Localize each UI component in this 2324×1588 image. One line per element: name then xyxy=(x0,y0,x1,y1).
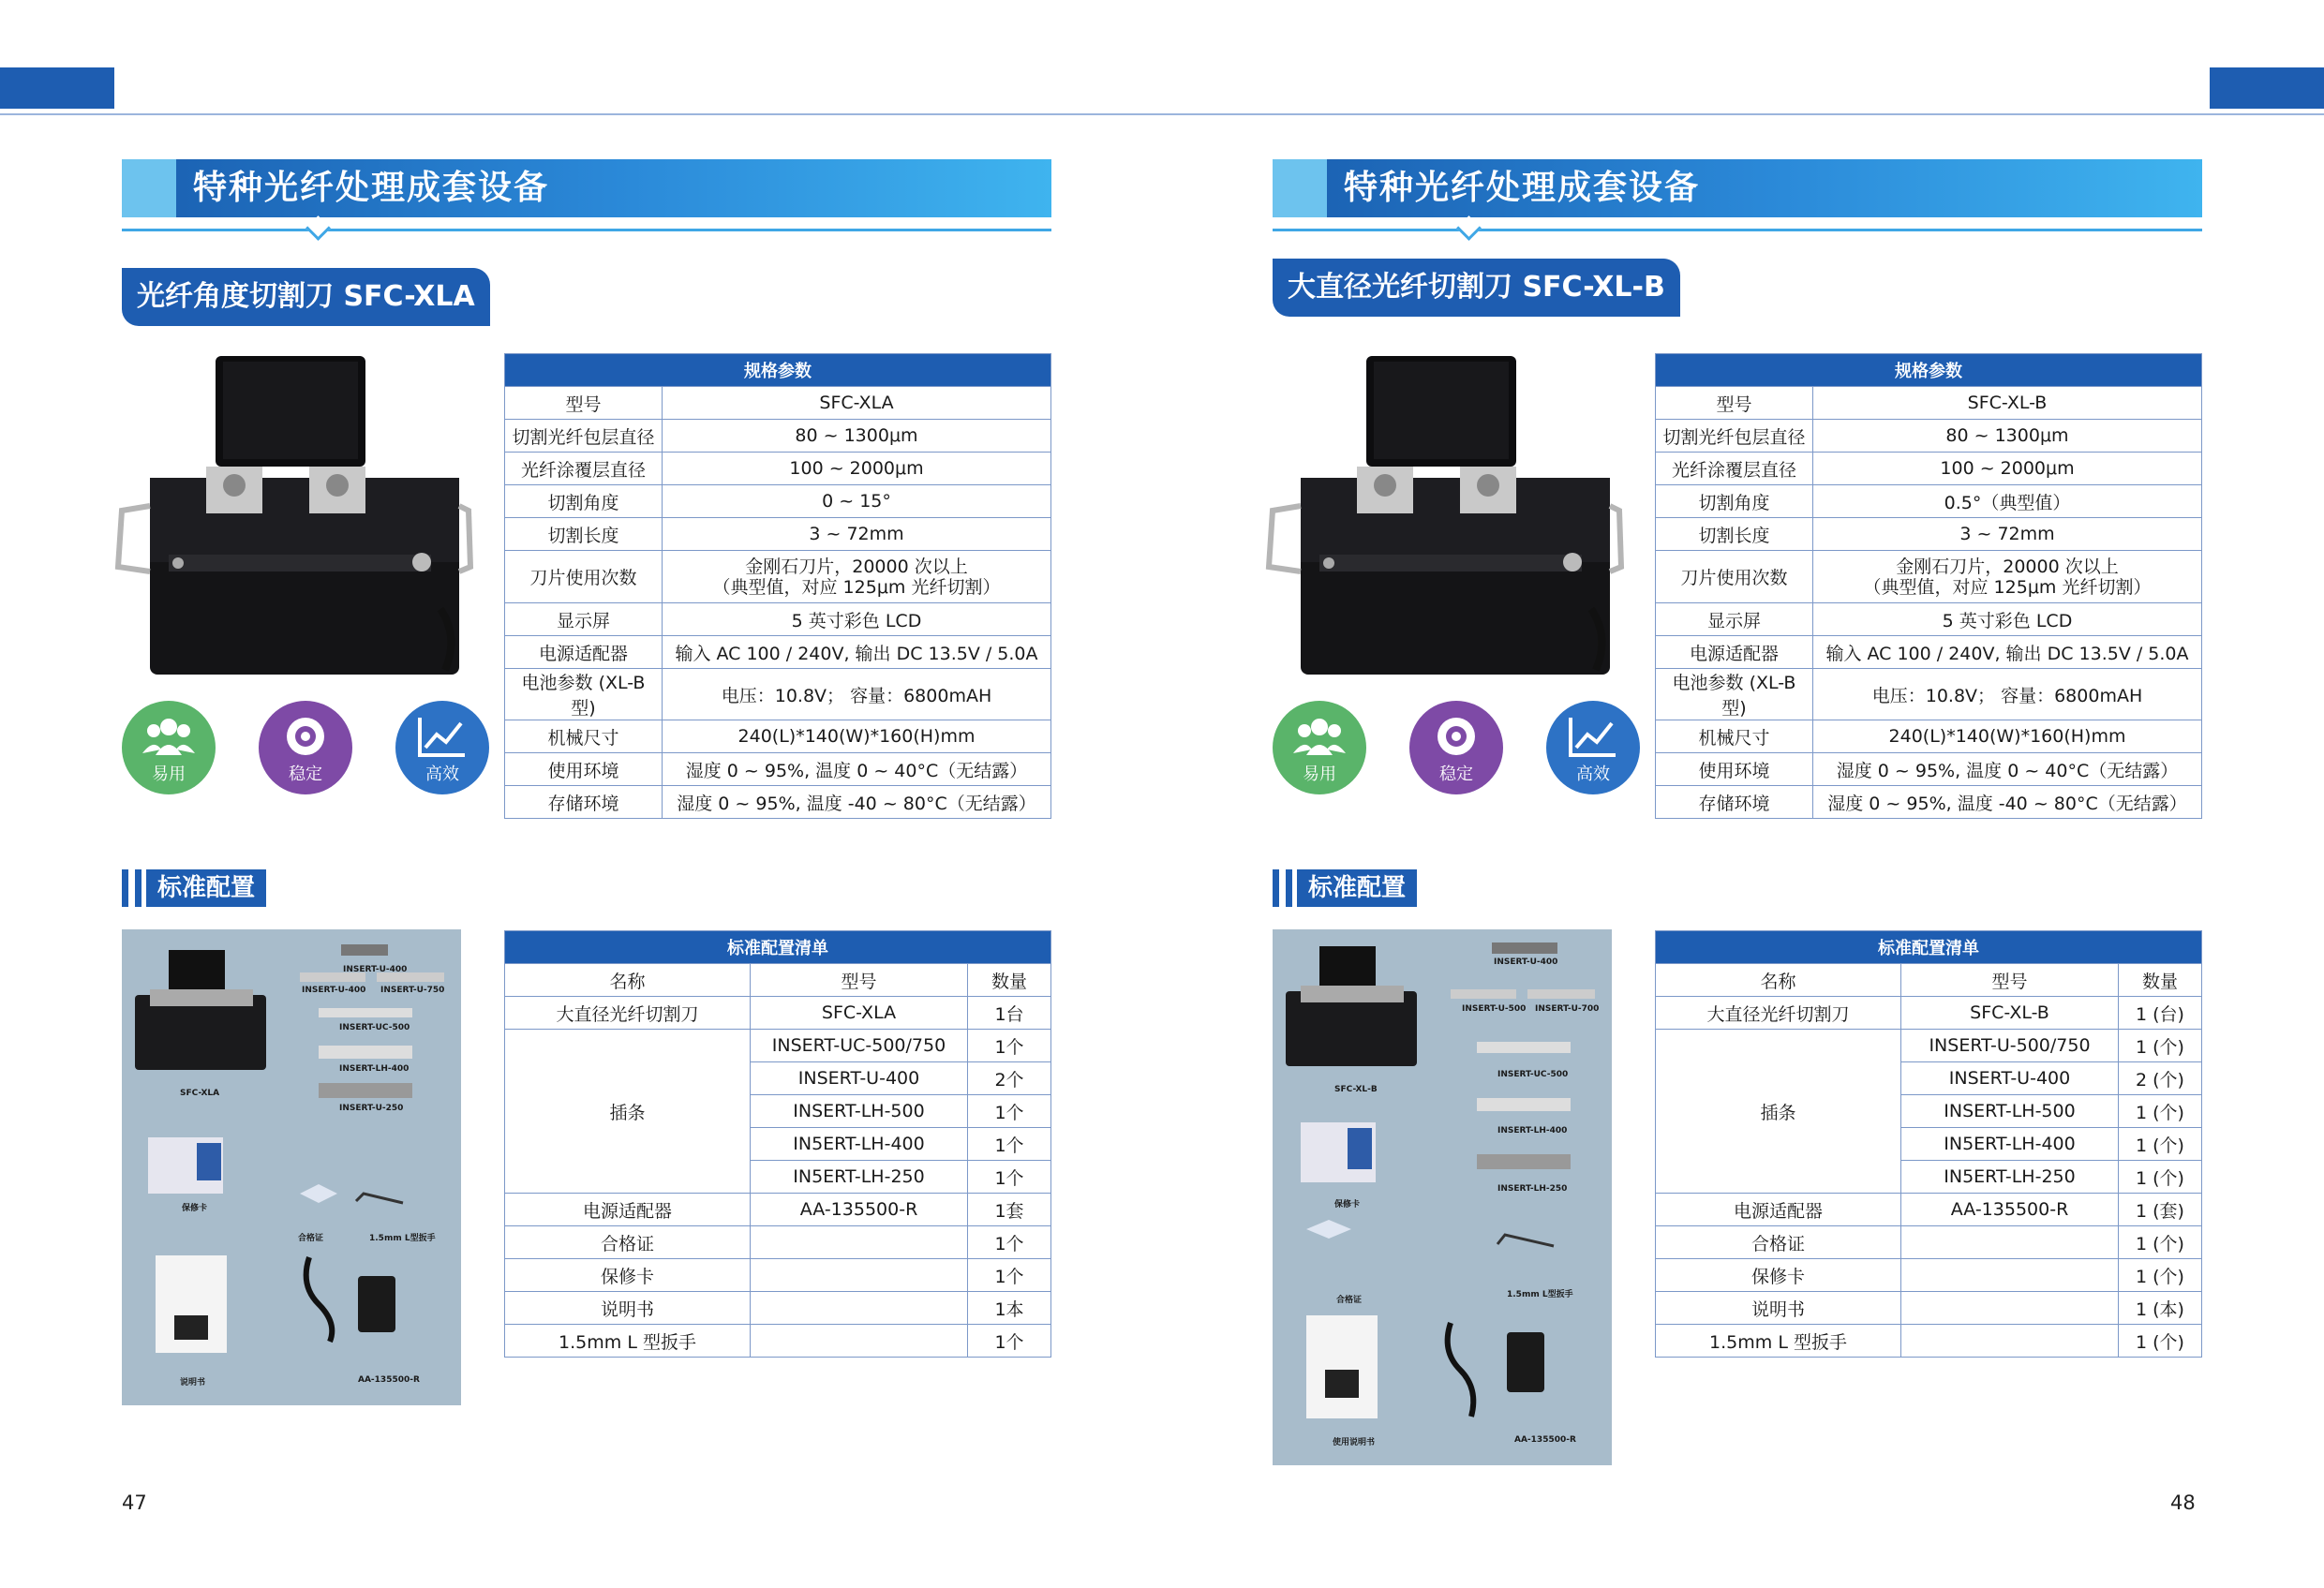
config-label: SFC-XLA xyxy=(180,1089,220,1098)
header-qty: 数量 xyxy=(2119,964,2202,997)
config-label: INSERT-UC-500 xyxy=(339,1023,410,1032)
table-row xyxy=(1656,720,2202,753)
easy-use-badge xyxy=(1273,701,1366,794)
spec-value: SFC-XLA xyxy=(663,387,1051,420)
header-name: 名称 xyxy=(1656,964,1901,997)
spec-key: 切割长度 xyxy=(505,518,663,551)
banner-title: 特种光纤处理成套设备 xyxy=(1344,169,1701,207)
item-name: 保修卡 xyxy=(1656,1259,1901,1292)
spec-value: 输入 AC 100 / 240V, 输出 DC 13.5V / 5.0A xyxy=(663,636,1051,669)
table-row xyxy=(1656,551,2202,603)
item-model: SFC-XLA xyxy=(751,997,968,1030)
badge-label: 高效 xyxy=(1576,764,1610,784)
heading-bar xyxy=(122,869,128,907)
item-qty: 1本 xyxy=(968,1292,1051,1325)
item-model: INSERT-LH-500 xyxy=(1901,1095,2119,1128)
item-name: 插条 xyxy=(505,1030,751,1194)
spec-value: 240(L)*140(W)*160(H)mm xyxy=(663,720,1051,753)
config-label: 合格证 xyxy=(1336,1296,1363,1305)
spec-key: 光纤涂覆层直径 xyxy=(505,453,663,485)
item-qty: 1 (个) xyxy=(2119,1128,2202,1161)
spec-value: 湿度 0 ~ 95%, 温度 0 ~ 40°C（无结露） xyxy=(663,753,1051,786)
badge-label: 稳定 xyxy=(1439,764,1473,784)
trend-chart-icon xyxy=(1567,714,1619,761)
gear-icon xyxy=(279,714,332,766)
header-model: 型号 xyxy=(751,964,968,997)
banner-underline xyxy=(122,229,1051,231)
item-qty: 1 (个) xyxy=(2119,1161,2202,1194)
config-label: INSERT-U-400 xyxy=(302,986,366,995)
efficient-badge xyxy=(395,701,489,794)
banner-accent xyxy=(122,159,176,217)
spec-key: 电源适配器 xyxy=(1656,636,1813,669)
spec-key: 电池参数 (XL-B 型) xyxy=(1656,669,1813,720)
table-row xyxy=(505,636,1051,669)
item-name: 插条 xyxy=(1656,1030,1901,1194)
spec-key: 切割角度 xyxy=(1656,485,1813,518)
spec-value: 湿度 0 ~ 95%, 温度 -40 ~ 80°C（无结露） xyxy=(1813,786,2202,819)
table-row xyxy=(1656,1292,2202,1325)
spec-caption: 规格参数 xyxy=(1656,354,2202,387)
item-qty: 1个 xyxy=(968,1161,1051,1194)
header-name: 名称 xyxy=(505,964,751,997)
spec-value: 80 ~ 1300μm xyxy=(1813,420,2202,453)
spec-table xyxy=(1655,353,2202,819)
item-model: INSERT-U-500/750 xyxy=(1901,1030,2119,1062)
item-model: INSERT-LH-500 xyxy=(751,1095,968,1128)
item-name: 说明书 xyxy=(505,1292,751,1325)
spec-key: 切割角度 xyxy=(505,485,663,518)
item-qty: 1个 xyxy=(968,1030,1051,1062)
item-qty: 1 (个) xyxy=(2119,1095,2202,1128)
cleaver-product-image xyxy=(1263,356,1629,684)
config-label: 说明书 xyxy=(180,1378,206,1388)
cleaver-product-image xyxy=(112,356,478,684)
trend-chart-icon xyxy=(416,714,469,761)
feature-badges xyxy=(1273,701,1647,800)
table-row xyxy=(505,1194,1051,1226)
table-row xyxy=(1656,1030,2202,1062)
item-qty: 2 (个) xyxy=(2119,1062,2202,1095)
item-qty: 2个 xyxy=(968,1062,1051,1095)
badge-label: 高效 xyxy=(425,764,459,784)
config-label: INSERT-UC-500 xyxy=(1497,1070,1569,1079)
table-row xyxy=(1656,1226,2202,1259)
spec-value: 5 英寸彩色 LCD xyxy=(1813,603,2202,636)
config-label: 1.5mm L型扳手 xyxy=(1507,1290,1573,1299)
table-row xyxy=(1656,387,2202,420)
spec-value: 0.5°（典型值） xyxy=(1813,485,2202,518)
heading-bar xyxy=(1286,869,1292,907)
heading-bar xyxy=(1273,869,1279,907)
config-label: INSERT-U-500 xyxy=(1462,1004,1527,1014)
table-row xyxy=(1656,1259,2202,1292)
item-model: INSERT-U-400 xyxy=(751,1062,968,1095)
item-model xyxy=(1901,1292,2119,1325)
config-label: INSERT-U-750 xyxy=(380,986,445,995)
item-model xyxy=(1901,1226,2119,1259)
config-contents-image xyxy=(1273,929,1612,1465)
spec-key: 切割长度 xyxy=(1656,518,1813,551)
spec-value: SFC-XL-B xyxy=(1813,387,2202,420)
table-row xyxy=(1656,603,2202,636)
table-row xyxy=(505,420,1051,453)
table-header-row xyxy=(505,964,1051,997)
spec-key: 使用环境 xyxy=(505,753,663,786)
item-name: 大直径光纤切割刀 xyxy=(505,997,751,1030)
table-row xyxy=(505,1325,1051,1358)
item-model xyxy=(751,1325,968,1358)
spec-value: 3 ~ 72mm xyxy=(1813,518,2202,551)
spec-value: 100 ~ 2000μm xyxy=(663,453,1051,485)
item-qty: 1个 xyxy=(968,1128,1051,1161)
spec-value: 电压：10.8V； 容量：6800mAH xyxy=(1813,669,2202,720)
table-row xyxy=(1656,1194,2202,1226)
item-name: 合格证 xyxy=(505,1226,751,1259)
table-row xyxy=(1656,1325,2202,1358)
spec-key: 显示屏 xyxy=(505,603,663,636)
spec-key: 显示屏 xyxy=(1656,603,1813,636)
heading-bar xyxy=(135,869,142,907)
config-label: 保修卡 xyxy=(182,1204,208,1213)
item-name: 1.5mm L 型扳手 xyxy=(505,1325,751,1358)
item-qty: 1 (台) xyxy=(2119,997,2202,1030)
item-qty: 1 (个) xyxy=(2119,1226,2202,1259)
config-label: 1.5mm L型扳手 xyxy=(369,1234,436,1243)
page-number: 48 xyxy=(2170,1492,2196,1514)
section-banner xyxy=(122,159,1051,217)
item-qty: 1个 xyxy=(968,1259,1051,1292)
spec-key: 使用环境 xyxy=(1656,753,1813,786)
item-model: AA-135500-R xyxy=(751,1194,968,1226)
header-qty: 数量 xyxy=(968,964,1051,997)
spec-key: 电源适配器 xyxy=(505,636,663,669)
spec-key: 型号 xyxy=(505,387,663,420)
config-label: SFC-XL-B xyxy=(1334,1085,1378,1094)
table-row xyxy=(1656,485,2202,518)
config-label: 合格证 xyxy=(298,1234,324,1243)
table-row xyxy=(1656,997,2202,1030)
spec-key: 机械尺寸 xyxy=(1656,720,1813,753)
item-model: IN5ERT-LH-250 xyxy=(1901,1161,2119,1194)
item-qty: 1 (个) xyxy=(2119,1325,2202,1358)
item-model: SFC-XL-B xyxy=(1901,997,2119,1030)
item-name: 大直径光纤切割刀 xyxy=(1656,997,1901,1030)
table-row xyxy=(505,453,1051,485)
item-model xyxy=(1901,1259,2119,1292)
config-label: 保修卡 xyxy=(1334,1200,1361,1210)
table-row xyxy=(1656,786,2202,819)
spec-key: 切割光纤包层直径 xyxy=(1656,420,1813,453)
spec-key: 存储环境 xyxy=(505,786,663,819)
banner-accent xyxy=(1273,159,1327,217)
item-qty: 1 (个) xyxy=(2119,1259,2202,1292)
item-name: 电源适配器 xyxy=(1656,1194,1901,1226)
table-row xyxy=(505,720,1051,753)
page-right xyxy=(1151,0,2313,1588)
table-row xyxy=(505,1226,1051,1259)
item-model xyxy=(751,1292,968,1325)
config-label: AA-135500-R xyxy=(1514,1435,1576,1445)
table-row xyxy=(505,518,1051,551)
config-label: AA-135500-R xyxy=(358,1375,420,1385)
table-row xyxy=(505,669,1051,720)
feature-badges xyxy=(122,701,497,800)
item-qty: 1 (本) xyxy=(2119,1292,2202,1325)
item-model xyxy=(1901,1325,2119,1358)
table-row xyxy=(505,1292,1051,1325)
spec-value: 金刚石刀片，20000 次以上 （典型值，对应 125μm 光纤切割） xyxy=(663,551,1051,603)
badge-label: 稳定 xyxy=(289,764,322,784)
item-model: INSERT-UC-500/750 xyxy=(751,1030,968,1062)
spec-value: 3 ~ 72mm xyxy=(663,518,1051,551)
config-label: INSERT-U-250 xyxy=(339,1104,404,1113)
table-row xyxy=(505,753,1051,786)
banner-title: 特种光纤处理成套设备 xyxy=(193,169,550,207)
item-model: IN5ERT-LH-400 xyxy=(751,1128,968,1161)
section-label: 标准配置 xyxy=(1297,869,1417,907)
spec-key: 型号 xyxy=(1656,387,1813,420)
spec-key: 刀片使用次数 xyxy=(1656,551,1813,603)
table-row xyxy=(505,997,1051,1030)
spec-value: 湿度 0 ~ 95%, 温度 0 ~ 40°C（无结露） xyxy=(1813,753,2202,786)
spec-key: 机械尺寸 xyxy=(505,720,663,753)
item-name: 电源适配器 xyxy=(505,1194,751,1226)
users-icon xyxy=(142,714,195,761)
config-caption: 标准配置清单 xyxy=(1656,931,2202,964)
spec-table xyxy=(504,353,1051,819)
table-header-row xyxy=(1656,964,2202,997)
section-banner xyxy=(1273,159,2202,217)
item-model: IN5ERT-LH-400 xyxy=(1901,1128,2119,1161)
item-qty: 1个 xyxy=(968,1226,1051,1259)
table-row xyxy=(1656,420,2202,453)
table-row xyxy=(505,603,1051,636)
stable-badge xyxy=(1409,701,1503,794)
spec-key: 电池参数 (XL-B 型) xyxy=(505,669,663,720)
item-model xyxy=(751,1226,968,1259)
config-table xyxy=(504,930,1051,1358)
spec-value: 80 ~ 1300μm xyxy=(663,420,1051,453)
page-number: 47 xyxy=(122,1492,147,1514)
table-row xyxy=(505,387,1051,420)
config-caption: 标准配置清单 xyxy=(505,931,1051,964)
config-label: INSERT-LH-400 xyxy=(339,1064,410,1074)
item-model xyxy=(751,1259,968,1292)
spec-value: 金刚石刀片，20000 次以上 （典型值，对应 125μm 光纤切割） xyxy=(1813,551,2202,603)
gear-icon xyxy=(1430,714,1482,766)
item-qty: 1个 xyxy=(968,1325,1051,1358)
table-row xyxy=(505,1259,1051,1292)
config-table xyxy=(1655,930,2202,1358)
product-title: 光纤角度切割刀 SFC-XLA xyxy=(122,268,490,326)
config-label: INSERT-U-400 xyxy=(343,965,408,974)
spec-value: 5 英寸彩色 LCD xyxy=(663,603,1051,636)
spec-value: 0 ~ 15° xyxy=(663,485,1051,518)
table-row xyxy=(505,551,1051,603)
item-name: 保修卡 xyxy=(505,1259,751,1292)
config-contents-image xyxy=(122,929,461,1405)
table-row xyxy=(1656,753,2202,786)
table-row xyxy=(505,1030,1051,1062)
spec-value: 湿度 0 ~ 95%, 温度 -40 ~ 80°C（无结露） xyxy=(663,786,1051,819)
item-model: INSERT-U-400 xyxy=(1901,1062,2119,1095)
efficient-badge xyxy=(1546,701,1640,794)
badge-label: 易用 xyxy=(1303,764,1336,784)
item-qty: 1 (个) xyxy=(2119,1030,2202,1062)
header-model: 型号 xyxy=(1901,964,2119,997)
table-row xyxy=(505,786,1051,819)
item-qty: 1套 xyxy=(968,1194,1051,1226)
config-items-illustration xyxy=(122,929,461,1405)
product-title: 大直径光纤切割刀 SFC-XL-B xyxy=(1273,259,1680,317)
spec-key: 光纤涂覆层直径 xyxy=(1656,453,1813,485)
table-row xyxy=(505,485,1051,518)
config-label: INSERT-U-700 xyxy=(1535,1004,1600,1014)
config-label: INSERT-LH-400 xyxy=(1497,1126,1568,1135)
table-row xyxy=(1656,518,2202,551)
spec-caption: 规格参数 xyxy=(505,354,1051,387)
badge-label: 易用 xyxy=(152,764,186,784)
item-name: 1.5mm L 型扳手 xyxy=(1656,1325,1901,1358)
banner-underline xyxy=(1273,229,2202,231)
spec-value: 输入 AC 100 / 240V, 输出 DC 13.5V / 5.0A xyxy=(1813,636,2202,669)
item-qty: 1台 xyxy=(968,997,1051,1030)
config-label: 使用说明书 xyxy=(1333,1438,1376,1447)
item-model: AA-135500-R xyxy=(1901,1194,2119,1226)
table-row xyxy=(1656,669,2202,720)
easy-use-badge xyxy=(122,701,216,794)
spec-value: 240(L)*140(W)*160(H)mm xyxy=(1813,720,2202,753)
section-label: 标准配置 xyxy=(146,869,266,907)
item-model: IN5ERT-LH-250 xyxy=(751,1161,968,1194)
table-row xyxy=(1656,636,2202,669)
item-name: 合格证 xyxy=(1656,1226,1901,1259)
item-name: 说明书 xyxy=(1656,1292,1901,1325)
item-qty: 1个 xyxy=(968,1095,1051,1128)
spec-key: 切割光纤包层直径 xyxy=(505,420,663,453)
item-qty: 1 (套) xyxy=(2119,1194,2202,1226)
spec-key: 刀片使用次数 xyxy=(505,551,663,603)
stable-badge xyxy=(259,701,352,794)
table-row xyxy=(1656,453,2202,485)
users-icon xyxy=(1293,714,1346,761)
config-label: INSERT-U-400 xyxy=(1494,957,1558,967)
config-label: INSERT-LH-250 xyxy=(1497,1184,1568,1194)
spec-key: 存储环境 xyxy=(1656,786,1813,819)
spec-value: 电压：10.8V； 容量：6800mAH xyxy=(663,669,1051,720)
spec-value: 100 ~ 2000μm xyxy=(1813,453,2202,485)
